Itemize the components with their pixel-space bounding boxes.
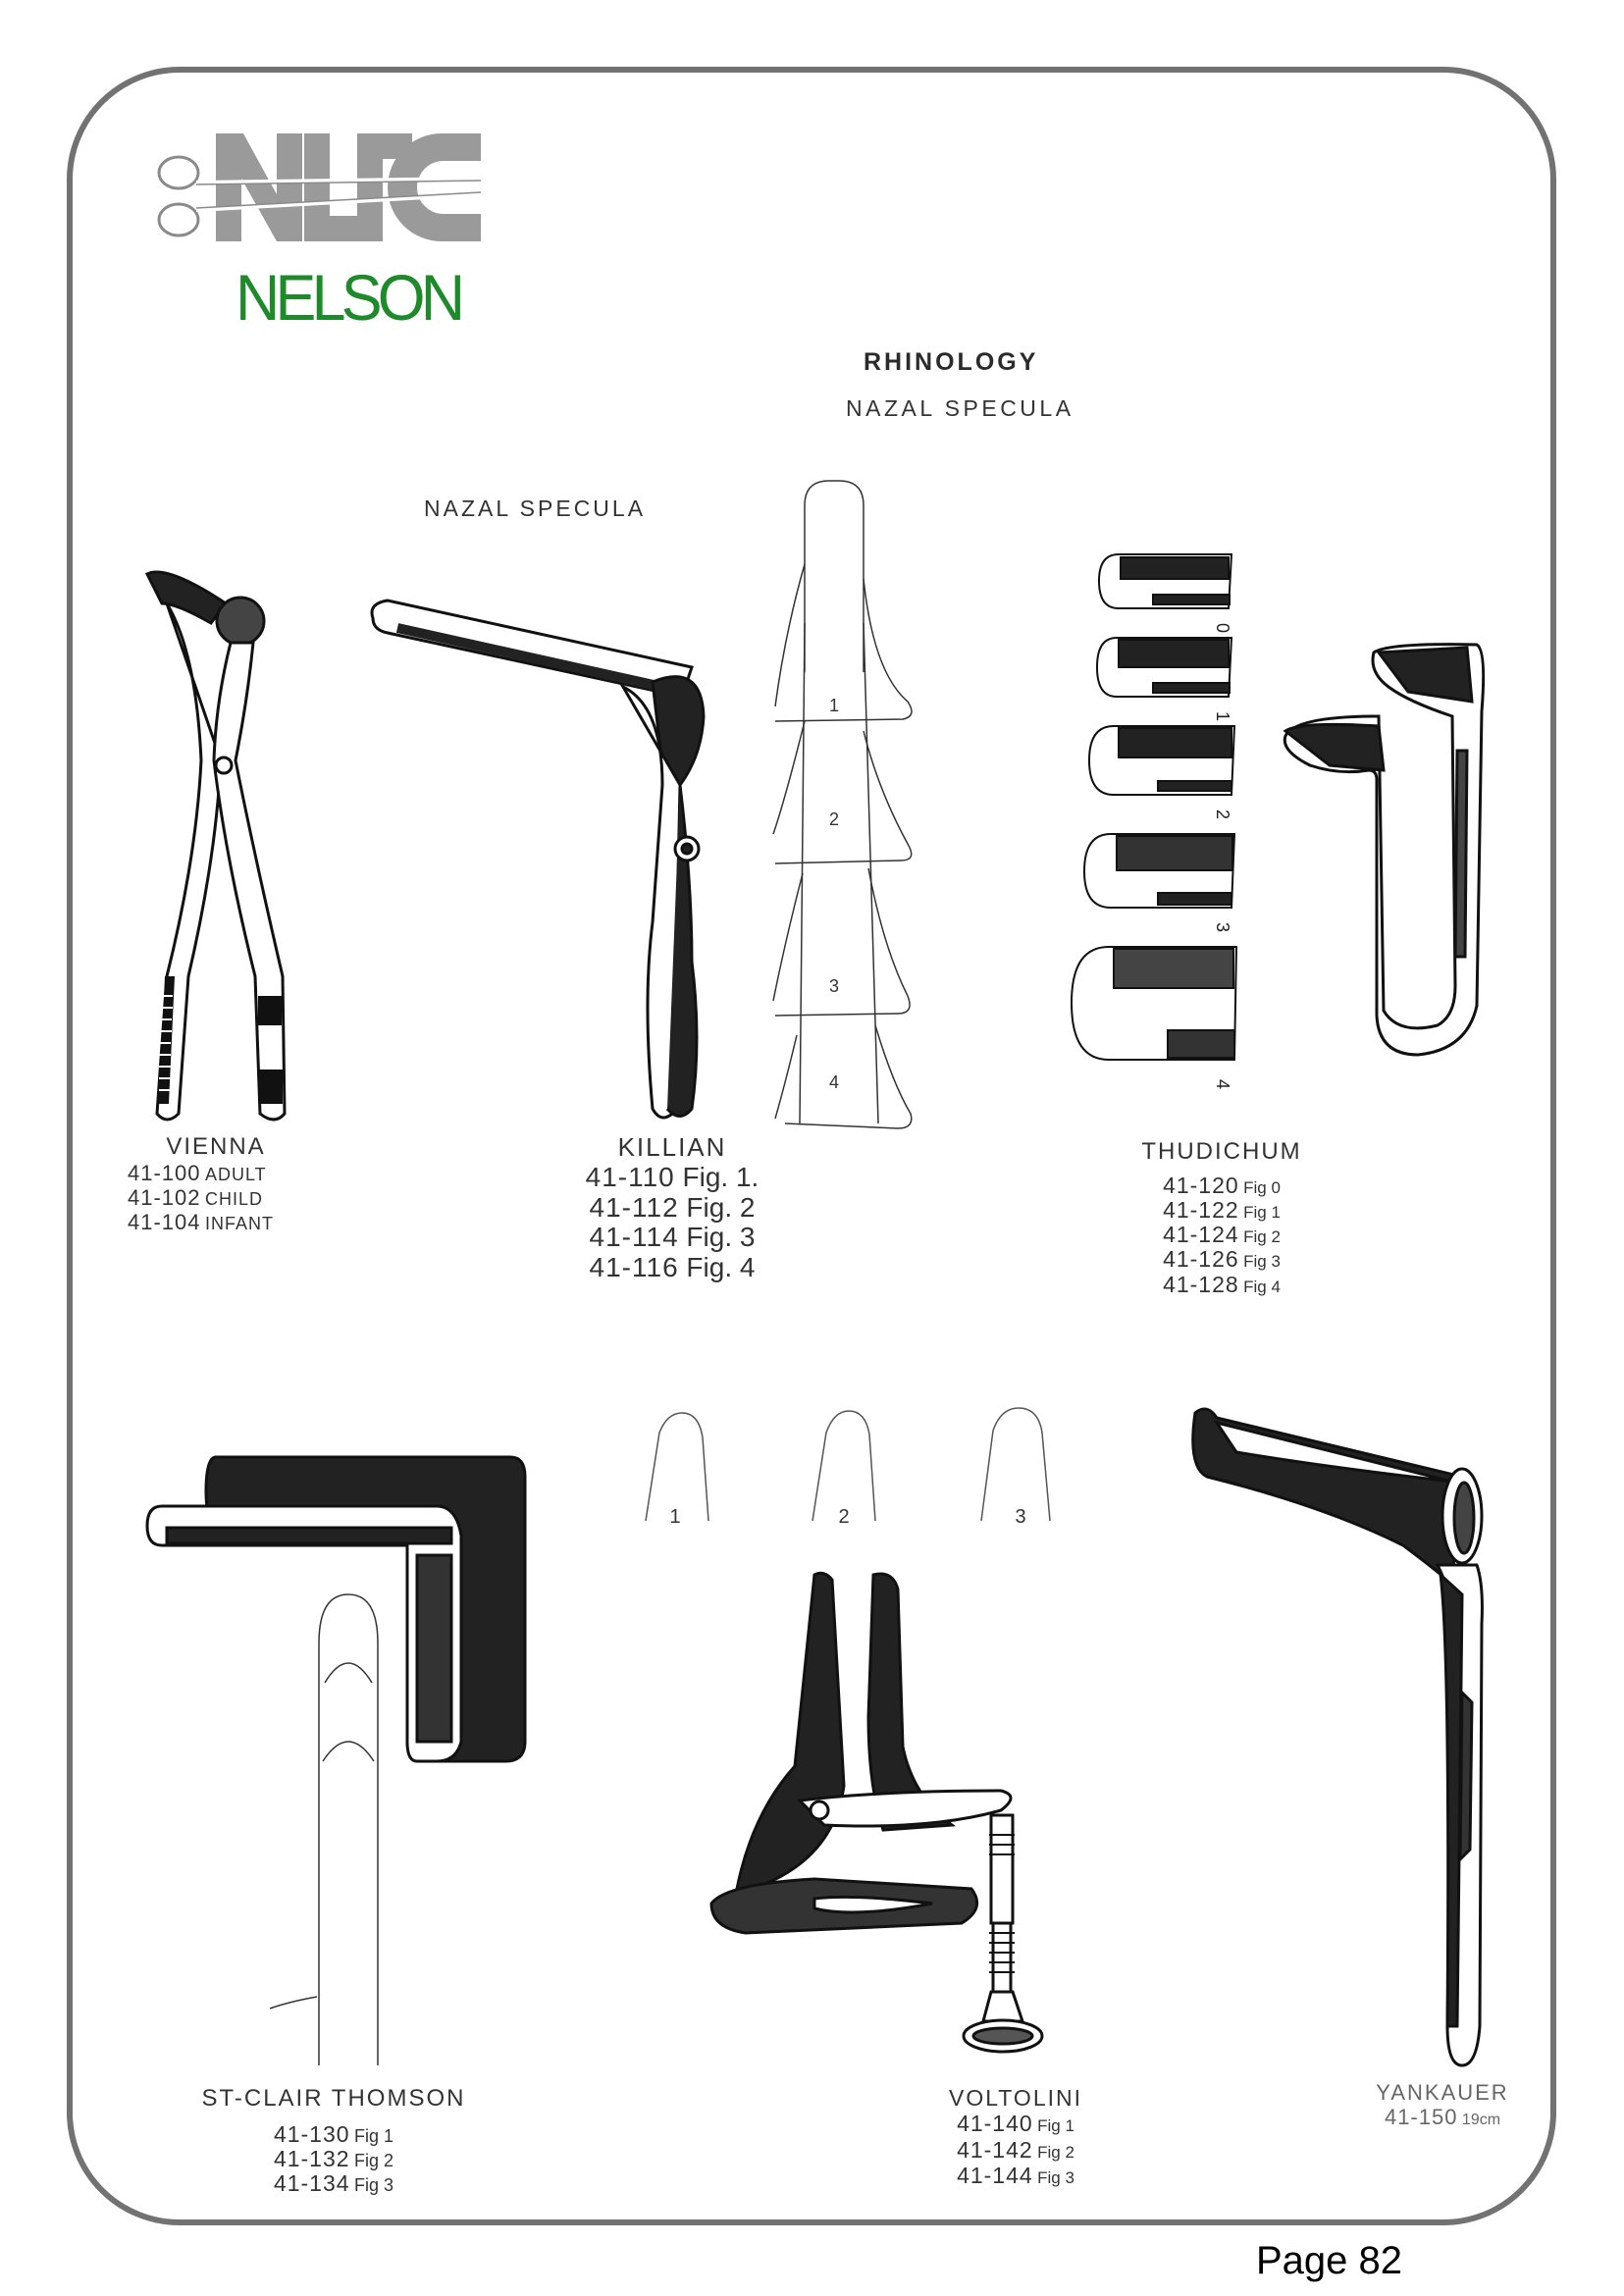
thudichum-label-1: 1 — [1213, 710, 1232, 722]
product-code: 41-126 — [1163, 1246, 1239, 1273]
product-code: 41-112 — [589, 1191, 679, 1223]
st-clair-thomson-speculum-illustration — [142, 1447, 535, 2075]
killian-size-diagram — [765, 476, 942, 1133]
vienna-speculum-illustration — [137, 564, 304, 1123]
voltolini-diagram-label-3: 3 — [1015, 1506, 1026, 1528]
product-desc: Fig 2 — [1243, 1227, 1281, 1247]
caption-vienna — [118, 1133, 314, 1235]
product-code: 41-104 — [128, 1210, 201, 1235]
product-desc: INFANT — [204, 1214, 274, 1234]
product-desc: Fig. 3 — [686, 1222, 756, 1253]
product-code: 41-130 — [273, 2120, 350, 2147]
thudichum-label-0: 0 — [1213, 622, 1232, 634]
product-desc: ADULT — [204, 1164, 267, 1184]
page-subtitle: NAZAL SPECULA — [846, 395, 1074, 421]
killian-speculum-illustration — [368, 589, 707, 1128]
product-desc: Fig 1 — [1243, 1202, 1281, 1222]
killian-diagram-label-4: 4 — [828, 1072, 840, 1092]
yankauer-speculum-illustration — [1178, 1398, 1492, 2075]
product-code: 41-100 — [128, 1160, 201, 1185]
product-desc: 19cm — [1461, 2112, 1501, 2129]
killian-diagram-label-1: 1 — [828, 696, 840, 715]
product-code: 41-140 — [957, 2111, 1033, 2137]
product-code: 41-144 — [957, 2163, 1033, 2189]
killian-diagram-label-2: 2 — [828, 809, 840, 829]
instrument-name: THUDICHUM — [1141, 1138, 1302, 1165]
caption-killian — [569, 1133, 775, 1283]
section-title: NAZAL SPECULA — [424, 496, 647, 521]
thudichum-label-3: 3 — [1213, 921, 1232, 933]
thudichum-label-4: 4 — [1213, 1078, 1232, 1090]
voltolini-diagram-label-1: 1 — [669, 1506, 681, 1528]
product-desc: CHILD — [204, 1188, 263, 1209]
product-code: 41-142 — [957, 2136, 1033, 2163]
thudichum-handle-illustration — [1271, 633, 1496, 1065]
page-number: Page 82 — [1256, 2239, 1403, 2282]
product-code: 41-116 — [589, 1252, 679, 1283]
caption-thudichum — [1128, 1138, 1315, 1297]
voltolini-speculum-illustration — [707, 1570, 1060, 2070]
product-desc: Fig 4 — [1243, 1277, 1281, 1296]
product-desc: Fig 1 — [354, 2125, 394, 2146]
product-desc: Fig 3 — [1037, 2168, 1074, 2188]
caption-voltolini — [927, 2085, 1104, 2189]
product-code: 41-114 — [589, 1222, 679, 1253]
product-desc: Fig 2 — [354, 2150, 394, 2170]
instrument-name: VIENNA — [166, 1133, 266, 1160]
instrument-name: YANKAUER — [1376, 2080, 1509, 2105]
caption-st-clair-thomson — [186, 2085, 481, 2196]
caption-yankauer — [1359, 2080, 1526, 2130]
instrument-name: ST-CLAIR THOMSON — [201, 2085, 466, 2112]
product-desc: Fig 3 — [1243, 1252, 1281, 1272]
voltolini-diagram-label-2: 2 — [838, 1506, 850, 1528]
product-code: 41-134 — [273, 2170, 350, 2197]
thudichum-label-2: 2 — [1213, 809, 1232, 820]
product-desc: Fig 3 — [354, 2175, 394, 2196]
product-code: 41-122 — [1163, 1196, 1239, 1223]
product-desc: Fig 0 — [1243, 1177, 1281, 1197]
product-desc: Fig. 2 — [686, 1191, 756, 1223]
product-code: 41-128 — [1163, 1271, 1239, 1297]
page-title: RHINOLOGY — [864, 348, 1039, 376]
product-desc: Fig. 1. — [682, 1161, 760, 1192]
killian-diagram-label-3: 3 — [828, 976, 840, 996]
instrument-name: VOLTOLINI — [948, 2085, 1083, 2111]
product-code: 41-102 — [128, 1184, 201, 1210]
nsc-scissors-logo-icon — [157, 126, 481, 248]
product-code: 41-124 — [1163, 1222, 1239, 1248]
brand-name: NELSON — [236, 261, 461, 334]
instrument-name: KILLIAN — [617, 1132, 727, 1162]
thudichum-blades-illustration — [1060, 549, 1246, 1138]
product-desc: Fig. 4 — [686, 1252, 756, 1283]
product-code: 41-150 — [1384, 2105, 1458, 2130]
product-code: 41-110 — [585, 1161, 675, 1192]
product-desc: Fig 1 — [1037, 2116, 1074, 2136]
voltolini-size-diagram — [638, 1403, 1060, 1531]
product-code: 41-132 — [273, 2145, 350, 2171]
product-code: 41-120 — [1163, 1172, 1239, 1198]
product-desc: Fig 2 — [1037, 2142, 1074, 2162]
